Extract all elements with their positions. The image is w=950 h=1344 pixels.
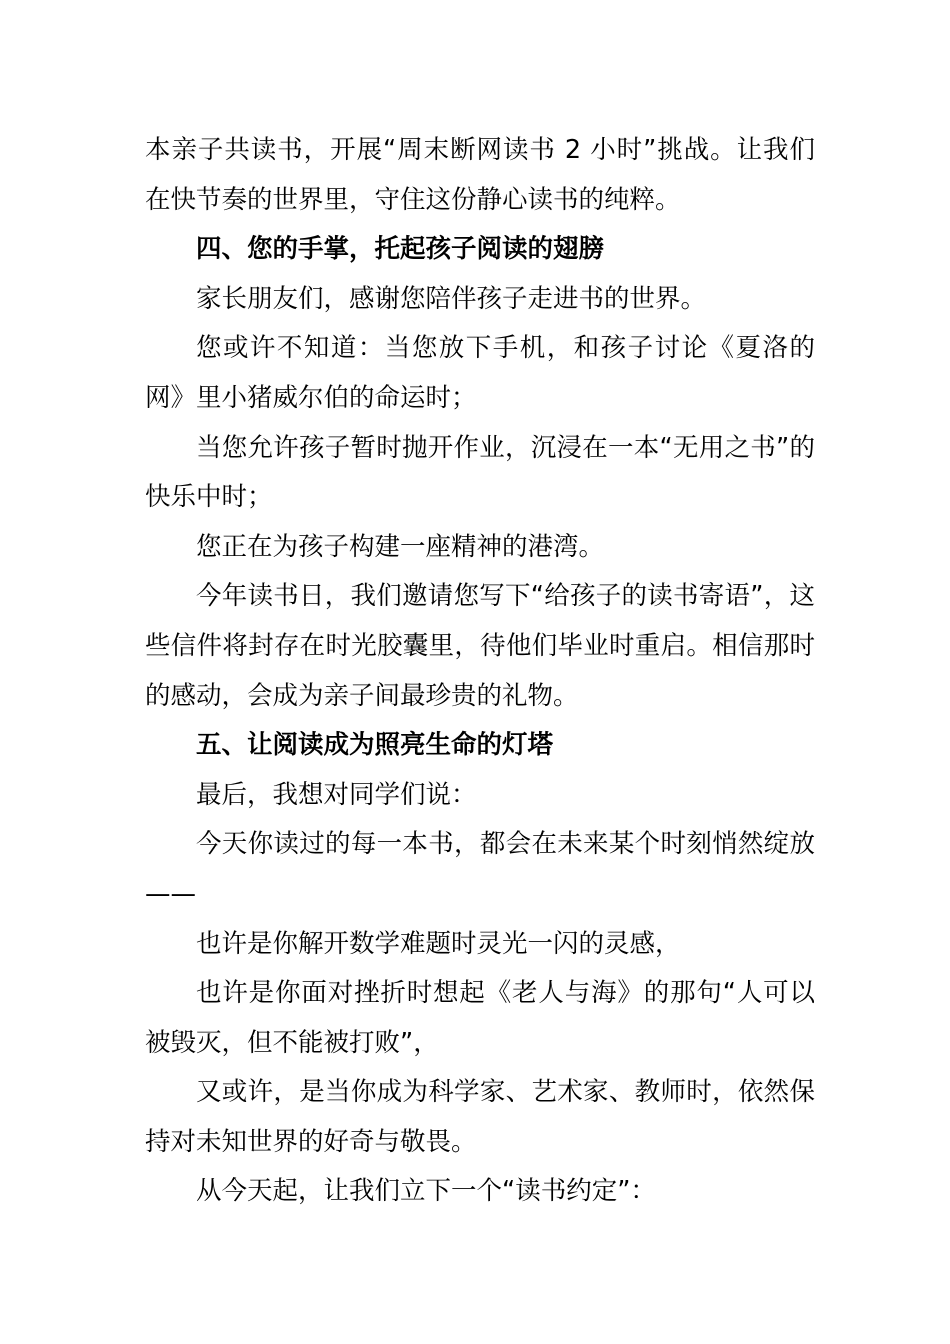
paragraph-continued: 本亲子共读书，开展“周末断网读书 2 小时”挑战。让我们在快节奏的世界里，守住这份静心读书的纯粹。 (145, 135, 815, 215)
paragraph: 家长朋友们，感谢您陪伴孩子走进书的世界。 (196, 283, 707, 314)
paragraph: 又或许，是当你成为科学家、艺术家、教师时，依然保持对未知世界的好奇与敬畏。 (145, 1077, 815, 1157)
paragraph: 也许是你解开数学难题时灵光一闪的灵感， (196, 928, 681, 959)
paragraph: 您正在为孩子构建一座精神的港湾。 (196, 531, 605, 562)
section-heading-five: 五、让阅读成为照亮生命的灯塔 (196, 730, 554, 761)
paragraph: 今天你读过的每一本书，都会在未来某个时刻悄然绽放—— (145, 829, 815, 909)
paragraph: 最后，我想对同学们说： (196, 779, 477, 810)
section-heading-four: 四、您的手掌，托起孩子阅读的翅膀 (196, 234, 605, 265)
paragraph: 也许是你面对挫折时想起《老人与海》的那句“人可以被毁灭，但不能被打败”， (145, 978, 815, 1058)
paragraph: 您或许不知道：当您放下手机，和孩子讨论《夏洛的网》里小猪威尔伯的命运时； (145, 333, 815, 413)
paragraph: 当您允许孩子暂时抛开作业，沉浸在一本“无用之书”的快乐中时； (145, 432, 815, 513)
paragraph: 今年读书日，我们邀请您写下“给孩子的读书寄语”，这些信件将封存在时光胶囊里，待他们毕业时重启。相信那时的感动，会成为亲子间最珍贵的礼物。 (145, 581, 815, 711)
document-body (145, 126, 815, 1217)
paragraph: 从今天起，让我们立下一个“读书约定”： (196, 1176, 656, 1207)
